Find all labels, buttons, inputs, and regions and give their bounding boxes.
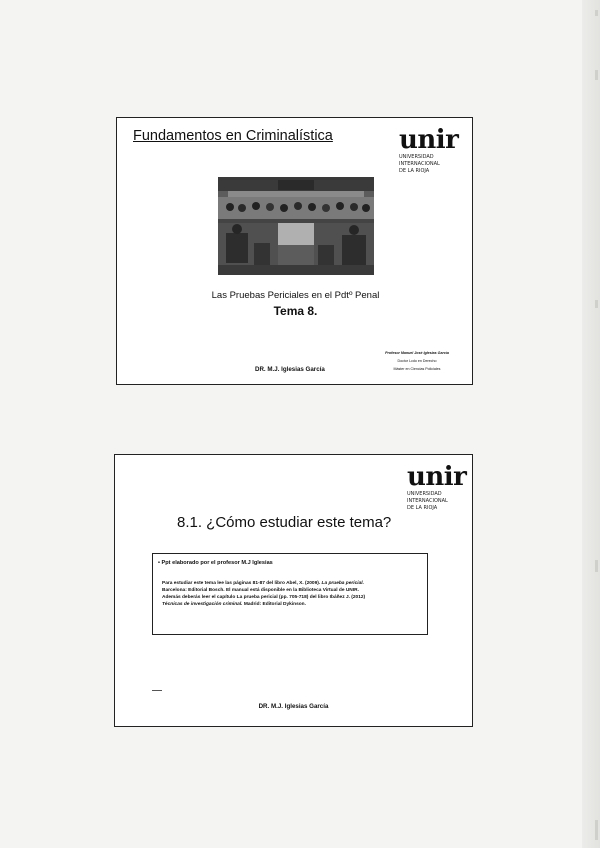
professor-credits: [367, 349, 467, 373]
edge-mark: [595, 300, 598, 308]
topic-number: Tema 8.: [273, 304, 318, 318]
book-title-1: La prueba pericial.: [321, 581, 364, 586]
unir-logo: [399, 127, 479, 174]
logo-wordmark: unir: [407, 462, 467, 492]
slide-1-title: Fundamentos en Criminalística: [133, 128, 333, 144]
instructions-line-1-text: Para estudiar este tema lee las páginas 81-87 del libro Abel, X. (2009).: [162, 581, 321, 586]
divider-dash: [152, 690, 162, 691]
edge-mark: [595, 70, 598, 80]
book-title-2: Técnicas de investigación criminal.: [162, 602, 243, 607]
slide-1: [116, 117, 473, 385]
instructions-line-4-text: Madrid: Editorial Dykinson.: [242, 602, 306, 607]
instructions-line-2: Barcelona: Editorial Bosch. El manual está disponible en la Biblioteca Virtual de UNIR.: [162, 588, 359, 593]
logo-line-3: DE LA RIOJA: [407, 505, 438, 511]
slide-2-author: DR. M.J. Iglesias García: [258, 703, 329, 710]
edge-mark: [595, 10, 598, 16]
logo-line-2: INTERNACIONAL: [407, 498, 448, 504]
edge-mark: [595, 560, 598, 572]
logo-line-3: DE LA RIOJA: [399, 168, 430, 174]
slide-2-title: 8.1. ¿Cómo estudiar este tema?: [177, 514, 392, 531]
courtroom-photo-icon: [218, 177, 374, 275]
professor-degree: Doctor Lcdo en Derecho: [397, 359, 437, 363]
edge-mark: [595, 820, 598, 840]
logo-line-1: UNIVERSIDAD: [407, 491, 442, 497]
slide-2: [114, 454, 473, 727]
professor-masters: Máster en Ciencias Policiales: [393, 367, 441, 371]
unir-logo: [407, 464, 487, 511]
study-instructions-text: [158, 580, 422, 608]
instructions-line-1: [162, 580, 422, 587]
instructions-line-3: Además deberás leer el capítulo La prueba pericial (pp. 705-718) del libro Ibáñez J. (2012): [162, 595, 366, 600]
logo-line-2: INTERNACIONAL: [399, 161, 440, 167]
logo-wordmark: unir: [399, 125, 459, 155]
slide-1-author: DR. M.J. Iglesias García: [255, 366, 325, 373]
logo-line-1: UNIVERSIDAD: [399, 154, 434, 160]
instructions-line-4: [162, 601, 422, 608]
box-heading: • Ppt elaborado por el profesor M.J Iglesias: [158, 560, 273, 566]
page-edge: [582, 0, 600, 848]
study-instructions-box: [152, 553, 428, 635]
slide-1-subtitle: Las Pruebas Periciales en el Pdtº Penal: [211, 290, 380, 301]
professor-name: Profesor Manuel José Iglesias García: [385, 351, 449, 355]
courtroom-photo: [218, 177, 374, 275]
